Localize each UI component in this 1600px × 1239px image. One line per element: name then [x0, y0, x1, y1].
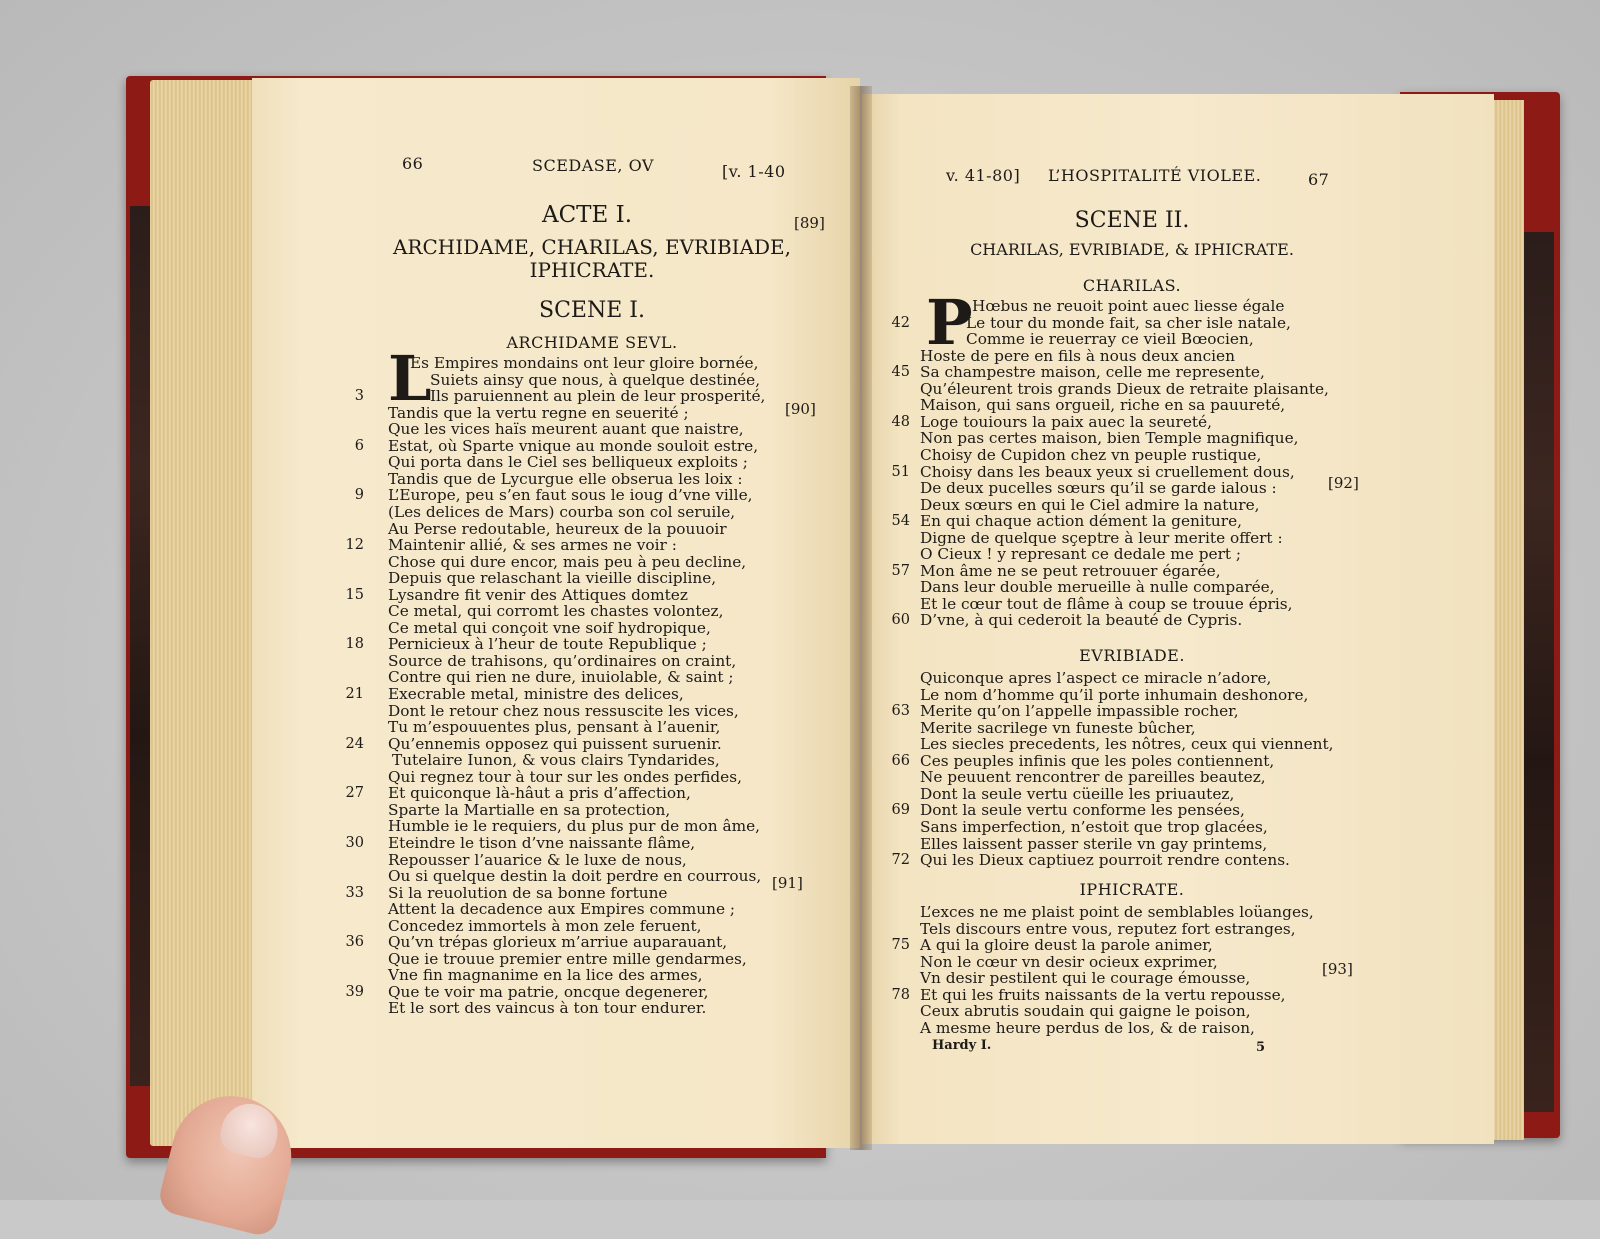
verse-number: 45: [891, 364, 910, 381]
verse-number: 12: [345, 537, 364, 554]
verse-line: Dans leur double merueille à nulle comparée,: [920, 578, 1275, 597]
verse-number: 21: [345, 686, 364, 702]
signature-mark: Hardy I.: [932, 1038, 992, 1053]
verse-line: Mon âme ne se peut retrouuer égarée,: [920, 561, 1221, 580]
page-number: 66: [402, 154, 424, 173]
verse-line: Elles laissent passer sterile vn gay printems,: [920, 834, 1268, 853]
verse-line: Choisy de Cupidon chez vn peuple rustique,: [920, 445, 1262, 464]
verse-line: A mesme heure perdus de los, & de raison,: [920, 1018, 1255, 1037]
verse-range: v. 41-80]: [946, 166, 1021, 185]
verse-number: 36: [345, 934, 364, 951]
verse-number: 60: [891, 612, 910, 629]
scene-title: SCENE II.: [1074, 208, 1190, 233]
verse-line: Dont la seule vertu conforme les pensées,: [920, 801, 1245, 820]
verse-line: Ne peuuent rencontrer de pareilles beautez,: [920, 768, 1266, 787]
verse-line: Source de trahisons, qu’ordinaires on craint,: [388, 651, 737, 670]
speaker-label: EVRIBIADE.: [1079, 646, 1185, 665]
verse-line: Qu’ennemis opposez qui puissent suruenir.: [388, 734, 722, 753]
verse-line: Le nom d’homme qu’il porte inhumain deshonore,: [920, 685, 1309, 704]
verse-line: Et quiconque là-hâut a pris d’affection,: [388, 784, 691, 803]
bracket-ref: [93]: [1322, 960, 1353, 978]
page-number: 67: [1308, 170, 1330, 189]
verse-line: Comme ie reuerray ce vieil Bœocien,: [966, 330, 1254, 349]
verse-line: Tels discours entre vous, reputez fort estranges,: [920, 919, 1296, 938]
verse-line: Qu’éleurent trois grands Dieux de retraite plaisante,: [920, 379, 1329, 398]
verse-line: Ce metal, qui corromt les chastes volontez,: [388, 602, 724, 621]
characters-line: IPHICRATE.: [529, 258, 655, 282]
right-page: [862, 94, 1494, 1144]
verse-line: Quiconque apres l’aspect ce miracle n’adore,: [920, 669, 1272, 687]
characters-line: ARCHIDAME, CHARILAS, EVRIBIADE,: [392, 235, 792, 259]
verse-line: Vne fin magnanime en la lice des armes,: [388, 966, 703, 985]
verse-line: Chose qui dure encor, mais peu à peu decline,: [388, 552, 747, 571]
drop-cap: P: [926, 286, 973, 359]
verse-line: Les siecles precedents, les nôtres, ceux qui viennent,: [920, 735, 1334, 754]
marbled-board-right: [1524, 232, 1554, 1112]
verse-line: Digne de quelque sçeptre à leur merite offert :: [920, 528, 1283, 547]
verse-line: Contre qui rien ne dure, inuiolable, & saint ;: [388, 668, 734, 687]
verse-number: 33: [345, 884, 364, 901]
verse-line: Sans imperfection, n’estoit que trop glacées,: [920, 817, 1268, 836]
verse-line: Dont la seule vertu cüeille les priuautez,: [920, 784, 1235, 803]
verse-line: Au Perse redoutable, heureux de la pouuoir: [388, 519, 727, 538]
verse-number: 69: [891, 802, 910, 819]
verse-number: 24: [345, 735, 364, 752]
verse-number: 42: [891, 314, 910, 331]
verse-line: L’exces ne me plaist point de semblables loüanges,: [920, 903, 1314, 921]
verse-line: Ceux abrutis soudain qui gaigne le poison,: [920, 1002, 1251, 1021]
page-stack-right: [1490, 100, 1524, 1140]
running-title: SCEDASE, OV: [532, 156, 654, 175]
verse-line: Qu’vn trépas glorieux m’arriue auparauant,: [388, 933, 728, 952]
verse-number: 75: [891, 937, 910, 954]
verse-range: [v. 1-40: [722, 162, 786, 181]
verse-line: D’vne, à qui cederoit la beauté de Cypris.: [920, 611, 1243, 630]
verse-line: Es Empires mondains ont leur gloire bornée,: [410, 354, 759, 372]
page-stack-left: [150, 80, 262, 1146]
verse-line: Maintenir allié, & ses armes ne voir :: [388, 536, 677, 555]
verse-number: 78: [891, 986, 910, 1003]
verse-line: Maison, qui sans orgueil, riche en sa pauureté,: [920, 396, 1286, 415]
verse-line: Et qui les fruits naissants de la vertu repousse,: [920, 985, 1286, 1004]
verse-number: 18: [345, 636, 364, 653]
verse-line: Loge touiours la paix auec la seureté,: [920, 412, 1212, 431]
verse-line: Ces peuples infinis que les poles contiennent,: [920, 751, 1275, 770]
verse-line: Humble ie le requiers, du plus pur de mon âme,: [388, 817, 761, 836]
left-page: [252, 78, 860, 1148]
verse-line: Que les vices haïs meurent auant que naistre,: [388, 420, 744, 439]
verse-line: Ils paruiennent au plein de leur prosperité,: [430, 387, 766, 406]
verse-line: Ce metal qui conçoit vne soif hydropique,: [388, 618, 711, 637]
verse-line: Hoste de pere en fils à nous deux ancien: [920, 346, 1235, 365]
verse-number: 51: [891, 463, 910, 480]
verse-line: Que ie trouue premier entre mille gendarmes,: [388, 949, 747, 968]
verse-line: Depuis que relaschant la vieille discipline,: [388, 569, 717, 588]
verse-number: 27: [345, 785, 364, 802]
verse-line: Le tour du monde fait, sa cher isle natale,: [966, 313, 1291, 332]
verse-number: 9: [354, 487, 364, 504]
verse-line: Deux sœurs en qui le Ciel admire la nature,: [920, 495, 1260, 514]
verse-line: Tandis que de Lycurgue elle obserua les loix :: [388, 469, 743, 488]
speaker-label: ARCHIDAME SEVL.: [506, 333, 678, 352]
verse-line: De deux pucelles sœurs qu’il se garde ialous :: [920, 479, 1277, 498]
verse-line: Que te voir ma patrie, oncque degenerer,: [388, 982, 709, 1001]
verse-line: Merite qu’on l’appelle impassible rocher,: [920, 702, 1239, 721]
signature-number: 5: [1256, 1040, 1266, 1055]
verse-line: Si la reuolution de sa bonne fortune: [388, 883, 668, 902]
bracket-ref: [90]: [785, 400, 816, 418]
verse-number: 63: [891, 703, 910, 720]
verse-line: A qui la gloire deust la parole animer,: [920, 936, 1213, 955]
verse-line: Estat, où Sparte vnique au monde souloit estre,: [388, 436, 759, 455]
bracket-ref: [91]: [772, 874, 803, 892]
verse-number: 72: [891, 852, 910, 869]
verse-line: Sa champestre maison, celle me represente,: [920, 363, 1265, 382]
verse-line: Attent la decadence aux Empires commune ;: [388, 900, 736, 919]
running-title: L’HOSPITALITÉ VIOLEE.: [1048, 166, 1262, 185]
verse-number: 30: [345, 834, 364, 851]
verse-line: Ou si quelque destin la doit perdre en courrous,: [388, 867, 762, 886]
bracket-ref: [92]: [1328, 474, 1359, 492]
verse-line: Lysandre fit venir des Attiques domtez: [388, 585, 688, 604]
verse-line: Sparte la Martialle en sa protection,: [388, 800, 671, 819]
verse-line: Eteindre le tison d’vne naissante flâme,: [388, 833, 696, 852]
verse-number: 6: [354, 437, 364, 454]
verse-line: Qui porta dans le Ciel ses belliqueux exploits ;: [388, 453, 748, 472]
verse-number: 48: [891, 413, 910, 430]
verse-line: L’Europe, peu s’en faut sous le ioug d’vne ville,: [388, 486, 753, 505]
verse-line: Dont le retour chez nous ressuscite les vices,: [388, 701, 739, 720]
verse-line: Qui les Dieux captiuez pourroit rendre contens.: [920, 851, 1290, 870]
bracket-ref: [89]: [794, 214, 825, 232]
verse-line: Et le cœur tout de flâme à coup se trouue épris,: [920, 594, 1293, 613]
verse-line: Et le sort des vaincus à ton tour endurer.: [388, 999, 707, 1018]
verse-line: Tu m’espouuentes plus, pensant à l’auenir,: [388, 718, 721, 737]
act-title: ACTE I.: [541, 202, 633, 228]
speaker-label: CHARILAS.: [1082, 276, 1182, 295]
verse-line: Merite sacrilege vn funeste bûcher,: [920, 718, 1196, 737]
verse-line: Non le cœur vn desir ocieux exprimer,: [920, 952, 1218, 971]
verse-line: Tutelaire Iunon, & vous clairs Tyndarides,: [392, 751, 720, 770]
verse-line: O Cieux ! y represant ce dedale me pert ;: [920, 545, 1242, 564]
verse-number: 66: [891, 752, 910, 769]
verse-line: Suiets ainsy que nous, à quelque destinée,: [430, 370, 761, 389]
verse-line: Qui regnez tour à tour sur les ondes perfides,: [388, 767, 742, 786]
verse-line: Concedez immortels à mon zele feruent,: [388, 916, 702, 935]
verse-number: 15: [345, 586, 364, 603]
drop-cap: L: [388, 342, 432, 415]
scene-title: SCENE I.: [539, 298, 645, 323]
verse-line: Repousser l’auarice & le luxe de nous,: [388, 850, 687, 869]
speaker-label: IPHICRATE.: [1079, 880, 1185, 899]
verse-number: 3: [354, 388, 364, 405]
verse-line: Choisy dans les beaux yeux si cruellement dous,: [920, 462, 1295, 481]
verse-line: Hœbus ne reuoit point auec liesse égale: [972, 297, 1285, 315]
verse-line: Execrable metal, ministre des delices,: [388, 685, 684, 703]
verse-number: 57: [891, 562, 910, 579]
verse-line: Vn desir pestilent qui le courage émousse,: [920, 969, 1251, 988]
verse-line: Tandis que la vertu regne en seuerité ;: [388, 403, 689, 422]
verse-line: Non pas certes maison, bien Temple magnifique,: [920, 429, 1299, 448]
verse-number: 39: [345, 983, 364, 1000]
characters-line: CHARILAS, EVRIBIADE, & IPHICRATE.: [970, 240, 1294, 259]
verse-number: 54: [891, 513, 910, 530]
verse-line: Pernicieux à l’heur de toute Republique ;: [388, 635, 707, 654]
verse-line: En qui chaque action dément la geniture,: [920, 512, 1242, 531]
book-gutter: [850, 86, 872, 1150]
verse-line: (Les delices de Mars) courba son col seruile,: [388, 502, 736, 521]
